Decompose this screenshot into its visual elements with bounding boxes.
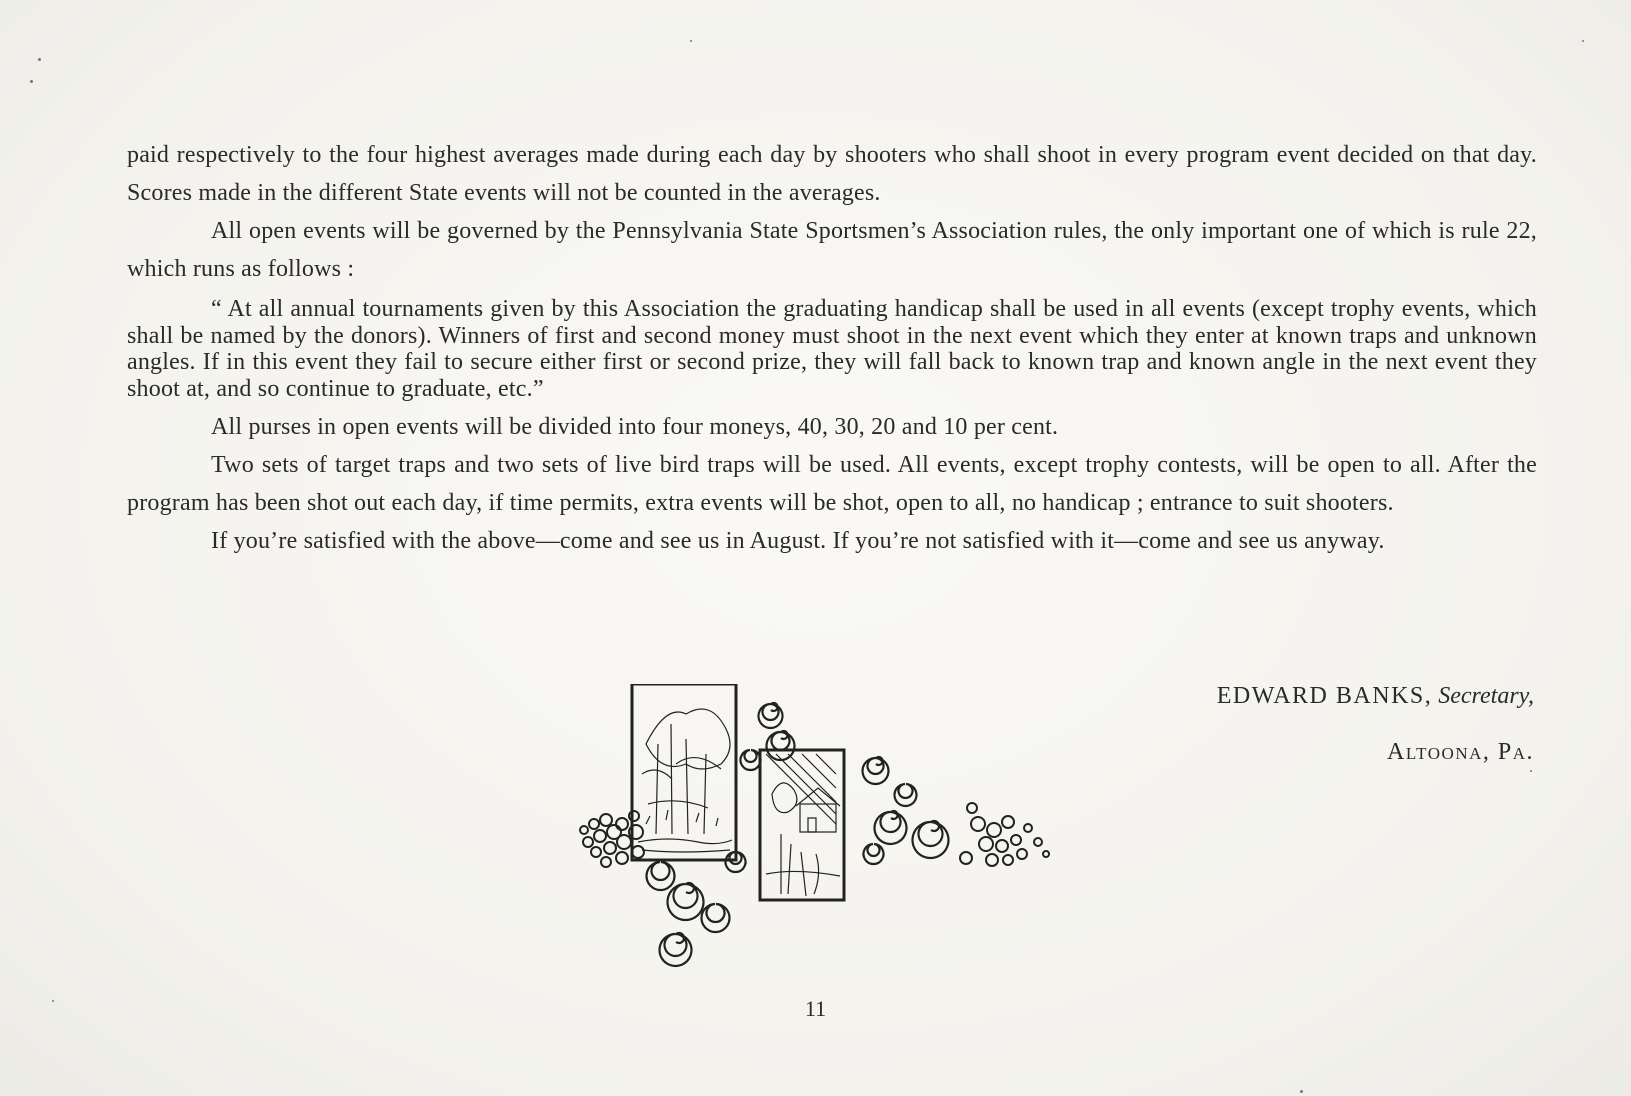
signature-block [1217,676,1534,772]
signatory-title: Secretary, [1438,683,1534,709]
paragraph-traps: Two sets of target traps and two sets of live bird traps will be used. All events, except trophy contests, will be open to all. After the program has been shot out each day, if time permits, extra events will be shot, open to all, no handicap ; entrance to suit shooters. [127,452,1537,516]
paper-speck [38,58,41,61]
paper-speck [690,40,692,42]
right-vignette-frame [760,750,844,900]
landscape-vignette-ornament-icon [576,684,1058,994]
paragraph-averages: paid respectively to the four highest averages made during each day by shooters who shall shoot in every program event decided on that day. Scores made in the different State events will not be counted in the averages. [127,142,1537,206]
rule-22-quote: “ At all annual tournaments given by this Association the graduating handicap shall be used in all events (except trophy events, which shall be named by the donors). Winners of first and second money must shoot in the next event which they enter at known traps and unknown angles. If in this event they fail to secure either first or second prize, they will fall back to known trap and known angle in the next event they shoot at, and so continue to graduate, etc.” [127,296,1537,402]
paragraph-purses: All purses in open events will be divided into four moneys, 40, 30, 20 and 10 per cent. [211,414,1059,440]
paper-speck [52,1000,54,1002]
paper-speck [1300,1090,1303,1093]
left-vignette-frame [632,684,736,860]
right-vignette-house [766,754,840,896]
body-text [127,136,1537,560]
paragraph-rules: All open events will be governed by the Pennsylvania State Sportsmen’s Association rules, the only important one of which is rule 22, which runs as follows : [127,218,1537,282]
paper-speck [1530,770,1532,772]
swirl-ornaments [647,703,949,966]
page-number: 11 [804,996,827,1021]
signatory-place: Altoona, Pa. [1387,739,1534,765]
right-bubble-cluster [960,803,1049,866]
left-vignette-trees [638,709,732,852]
paragraph-invitation: If you’re satisfied with the above—come and see us in August. If you’re not satisfied with it—come and see us anyway. [211,528,1385,554]
paper-speck [30,80,33,83]
paper-speck [1582,40,1584,42]
signatory-name: EDWARD BANKS, [1216,683,1433,709]
